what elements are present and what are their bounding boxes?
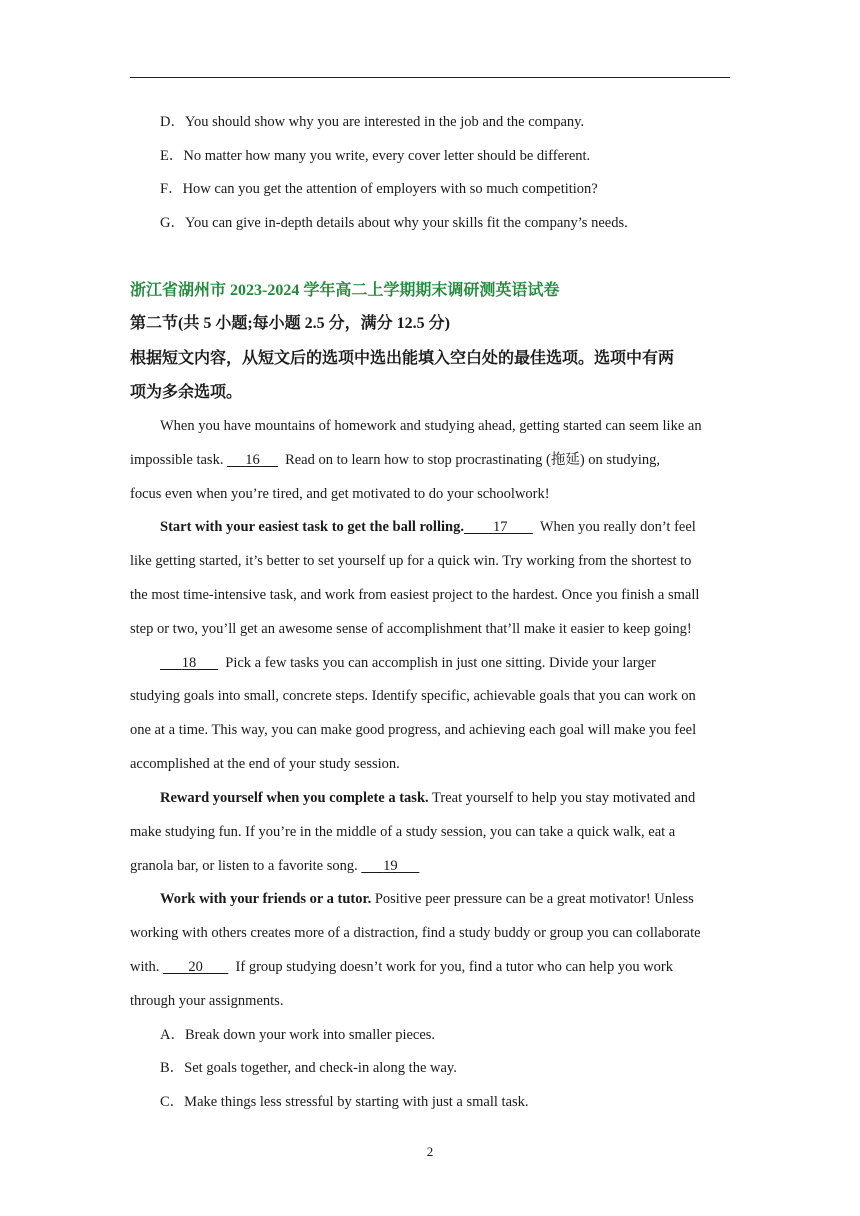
instruction-line-1: 根据短文内容，从短文后的选项中选出能填入空白处的最佳选项。选项中有两 <box>130 348 675 367</box>
p4-line-2: make studying fun. If you’re in the middle of a study session, you can take a quick walk, eat a <box>130 824 676 840</box>
p1-line-1: When you have mountains of homework and studying ahead, getting started can seem like an <box>160 418 702 434</box>
option-letter: A． <box>160 1027 185 1043</box>
text: When you really don’t feel <box>539 519 696 535</box>
option-a <box>160 1025 760 1045</box>
blank-number: 17 <box>492 519 508 535</box>
topic-sentence: Start with your easiest task to get the ball rolling. <box>160 519 464 535</box>
p5-line-2: working with others creates more of a distraction, find a study buddy or group you can collaborate <box>130 925 701 941</box>
text: impossible task. <box>130 452 224 468</box>
p3-line-2: studying goals into small, concrete steps. Identify specific, achievable goals that you can work on <box>130 688 696 704</box>
blank-number: 18 <box>181 655 197 671</box>
text: If group studying doesn’t work for you, find a tutor who can help you work <box>235 959 674 975</box>
p4-line-3 <box>130 856 730 876</box>
p5-line-3 <box>130 957 730 977</box>
blank-20 <box>163 957 228 977</box>
text: Treat yourself to help you stay motivated and <box>432 790 696 806</box>
p2-line-2: like getting started, it’s better to set yourself up for a quick win. Try working from the shortest to <box>130 553 692 569</box>
option-letter: E． <box>160 148 184 164</box>
option-b <box>160 1058 760 1078</box>
option-letter: G． <box>160 215 185 231</box>
header-rule <box>130 77 730 78</box>
page-number: 2 <box>426 1144 434 1159</box>
p1-line-3: focus even when you’re tired, and get motivated to do your schoolwork! <box>130 486 550 502</box>
text: Pick a few tasks you can accomplish in just one sitting. Divide your larger <box>225 655 656 671</box>
option-letter: C． <box>160 1094 185 1110</box>
p3-line-1 <box>160 653 760 673</box>
option-letter: D． <box>160 114 185 130</box>
option-g <box>160 213 760 233</box>
p4-line-1 <box>160 788 760 808</box>
option-text: Make things less stressful by starting with just a small task. <box>184 1094 529 1110</box>
p2-line-1 <box>160 517 760 537</box>
blank-16 <box>227 450 278 470</box>
p1-line-2 <box>130 450 730 470</box>
option-text: You should show why you are interested in the job and the company. <box>184 114 585 130</box>
text: Read on to learn how to stop procrastinating (拖延) on studying, <box>285 452 661 468</box>
option-text: Break down your work into smaller pieces. <box>184 1027 436 1043</box>
topic-sentence: Reward yourself when you complete a task. <box>160 790 429 806</box>
p3-line-3: one at a time. This way, you can make good progress, and achieving each goal will make you feel <box>130 722 697 738</box>
source-title: 浙江省湖州市 2023-2024 学年高二上学期期末调研测英语试卷 <box>130 282 560 299</box>
topic-sentence: Work with your friends or a tutor. <box>160 891 372 907</box>
blank-18 <box>160 653 218 673</box>
option-c <box>160 1092 760 1112</box>
blank-number: 16 <box>245 452 260 468</box>
option-d <box>160 112 760 132</box>
section-heading: 第二节(共 5 小题;每小题 2.5 分，满分 12.5 分) <box>130 315 450 332</box>
p2-line-3: the most time-intensive task, and work from easiest project to the hardest. Once you finish a small <box>130 587 700 603</box>
instruction-line-2: 项为多余选项。 <box>130 382 243 401</box>
option-text: How can you get the attention of employers with so much competition? <box>182 181 598 197</box>
option-e <box>160 146 760 166</box>
text: Positive peer pressure can be a great motivator! Unless <box>374 891 694 907</box>
option-text: Set goals together, and check-in along the way. <box>184 1060 457 1076</box>
option-text: No matter how many you write, every cover letter should be different. <box>183 148 591 164</box>
option-letter: B． <box>160 1060 185 1076</box>
option-f <box>160 179 760 199</box>
p2-line-4: step or two, you’ll get an awesome sense of accomplishment that’ll make it easier to keep going! <box>130 621 692 637</box>
blank-19 <box>361 856 419 876</box>
option-letter: F． <box>160 181 183 197</box>
blank-number: 19 <box>383 858 398 874</box>
blank-number: 20 <box>188 959 203 975</box>
text: with. <box>130 959 160 975</box>
option-text: You can give in-depth details about why your skills fit the company’s needs. <box>184 215 628 231</box>
p5-line-4: through your assignments. <box>130 993 284 1009</box>
p5-line-1 <box>160 889 760 909</box>
blank-17 <box>464 517 533 537</box>
p3-line-4: accomplished at the end of your study session. <box>130 756 400 772</box>
text: granola bar, or listen to a favorite song. <box>130 858 358 874</box>
